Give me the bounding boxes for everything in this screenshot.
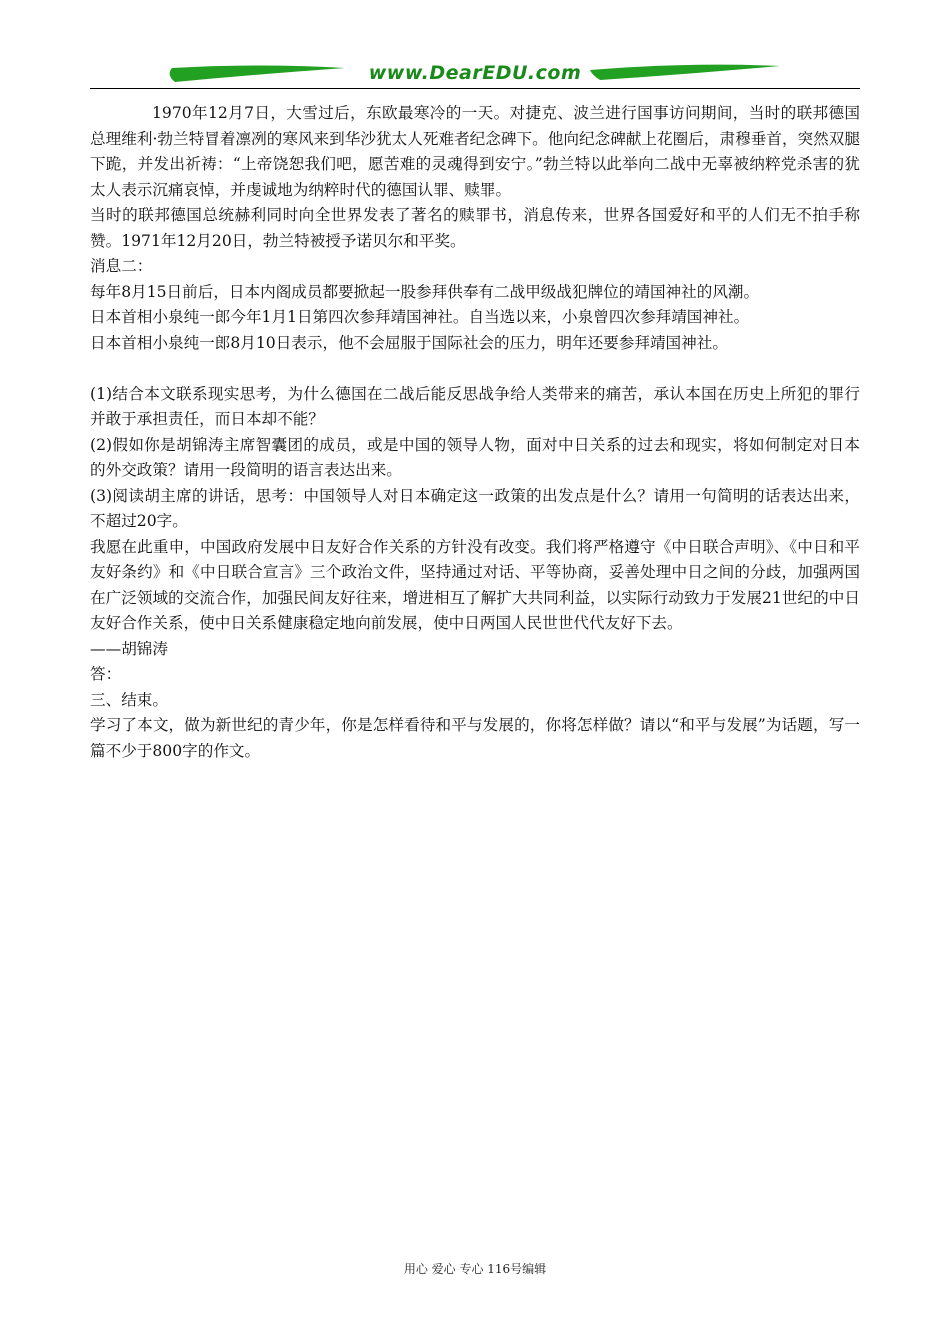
speech-attribution: ——胡锦涛 xyxy=(90,639,168,658)
paragraph-apology: 当时的联邦德国总统赫利同时向全世界发表了著名的赎罪书，消息传来，世界各国爱好和平的人们无不拍手称赞。1971年12月20日，勃兰特被授予诺贝尔和平奖。 xyxy=(90,206,860,250)
essay-prompt: 学习了本文，做为新世纪的青少年，你是怎样看待和平与发展的，你将怎样做？请以“和平与发展”为话题，写一篇不少于800字的作文。 xyxy=(90,716,860,760)
page-footer: 用心 爱心 专心 116号编辑 xyxy=(403,1262,547,1276)
section-heading-conclusion: 三、结束。 xyxy=(90,690,168,709)
page-header xyxy=(90,58,860,90)
heading-message-two: 消息二： xyxy=(90,257,153,275)
answer-label: 答： xyxy=(90,665,122,683)
header-divider xyxy=(90,88,860,89)
paragraph-koizumi-fourth-visit: 日本首相小泉纯一郎今年1月1日第四次参拜靖国神社。自当选以来，小泉曾四次参拜靖国神社。 xyxy=(90,308,750,326)
paragraph-shrine-visits: 每年8月15日前后，日本内阁成员都要掀起一股参拜供奉有二战甲级战犯牌位的靖国神社的风潮。 xyxy=(90,282,760,301)
paragraph-brandt-kneel: 1970年12月7日，大雪过后，东欧最寒冷的一天。对捷克、波兰进行国事访问期间，当时的联邦德国总理维利·勃兰特冒着凛冽的寒风来到华沙犹太人死难者纪念碑下。他向纪念碑献上花圈后，肃穆垂首，突然双腿下跪，并发出祈祷：“上帝饶恕我们吧，愿苦难的灵魂得到安宁。”勃兰特以此举向二战中无辜被纳粹党杀害的犹太人表示沉痛哀悼，并虔诚地为纳粹时代的德国认罪、赎罪。 xyxy=(90,104,860,199)
question-2: (2)假如你是胡锦涛主席智囊团的成员，或是中国的领导人物，面对中日关系的过去和现实，将如何制定对日本的外交政策？请用一段简明的语言表达出来。 xyxy=(90,435,860,479)
question-3: (3)阅读胡主席的讲话，思考：中国领导人对日本确定这一政策的出发点是什么？请用一句简明的话表达出来，不超过20字。 xyxy=(90,486,860,530)
article-body xyxy=(90,101,860,764)
paragraph-koizumi-statement: 日本首相小泉纯一郎8月10日表示，他不会屈服于国际社会的压力，明年还要参拜靖国神社。 xyxy=(90,333,728,352)
speech-quote: 我愿在此重申，中国政府发展中日友好合作关系的方针没有改变。我们将严格遵守《中日联合声明》、《中日和平友好条约》和《中日联合宣言》三个政治文件，坚持通过对话、平等协商，妥善处理中日之间的分歧，加强两国在广泛领域的交流合作，加强民间友好往来，增进相互了解扩大共同利益，以实际行动致力于发展21世纪的中日友好合作关系，使中日关系健康稳定地向前发展，使中日两国人民世世代代友好下去。 xyxy=(90,537,860,632)
site-logo[interactable]: www.DearEDU.com xyxy=(368,62,582,84)
question-1: (1)结合本文联系现实思考，为什么德国在二战后能反思战争给人类带来的痛苦，承认本国在历史上所犯的罪行并敢于承担责任，而日本却不能？ xyxy=(90,384,860,428)
